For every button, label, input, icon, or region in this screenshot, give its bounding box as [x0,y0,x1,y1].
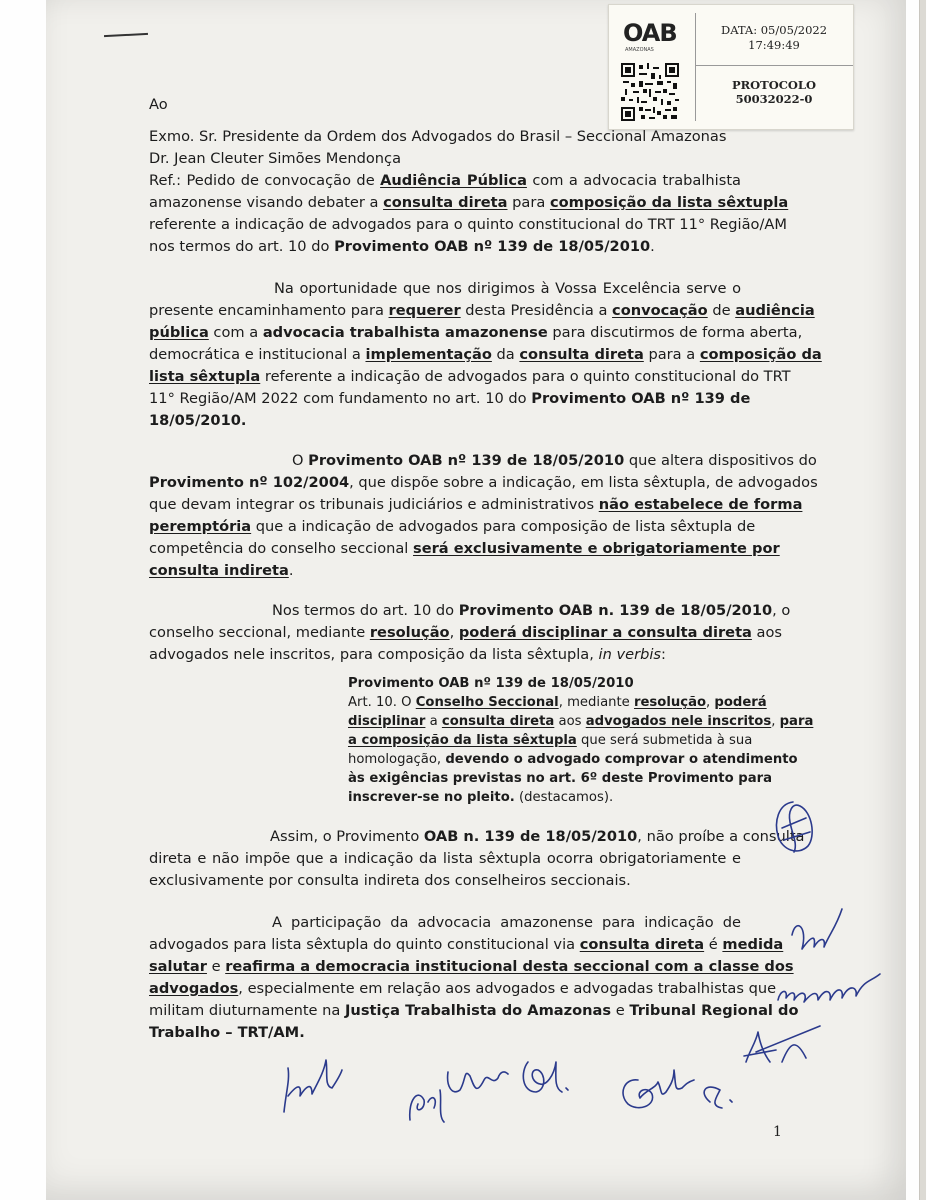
signature-icon-3 [616,1060,700,1118]
signature-initials-icon-1 [768,798,818,860]
stamp-divider-horizontal [695,65,853,66]
p5-line-5: militam diuturnamente na Justiça Trabalhista do Amazonas e Tribunal Regional do [149,1002,799,1019]
quote-line-1: Art. 10. O Conselho Seccional, mediante resolução, poderá [348,695,767,710]
p5-line-2: advogados para lista sêxtupla do quinto constitucional via consulta direta é medida [149,936,784,953]
oab-logo-subtitle: AMAZONAS [625,47,654,53]
signature-icon-1 [276,1052,346,1122]
background-left [0,0,46,1200]
p3-line-2: conselho seccional, mediante resolução, poderá disciplinar a consulta direta aos [149,624,783,641]
stamp-protocol-label: PROTOCOLO [731,78,817,92]
p2-line-6: consulta indireta. [149,562,294,579]
ref-line-4: nos termos do art. 10 do Provimento OAB nº 139 de 18/05/2010. [149,238,655,255]
signature-icon-2 [404,1050,512,1130]
p2-line-1: O Provimento OAB nº 139 de 18/05/2010 que altera dispositivos do [292,452,817,469]
document-page [46,0,906,1200]
p5-line-3: salutar e reafirma a democracia institucional desta seccional com a classe dos [149,958,794,975]
ref-line-3: referente a indicação de advogados para o quinto constitucional do TRT 11° Região/AM [149,216,787,233]
protocol-stamp [608,4,854,130]
p1-line-2: presente encaminhamento para requerer desta Presidência a convocação de audiência [149,302,815,319]
stamp-date-value: DATA: 05/05/2022 [720,23,828,37]
signature-initials-icon-4 [516,1052,576,1102]
p1-line-7: 18/05/2010. [149,412,247,429]
p4-line-1: Assim, o Provimento OAB n. 139 de 18/05/2010, não proíbe a consulta [270,828,805,845]
p1-line-1: Na oportunidade que nos dirigimos à Vossa Excelência serve o [274,280,741,297]
p4-line-2: direta e não impõe que a indicação da lista sêxtupla ocorra obrigatoriamente e [149,850,741,867]
p3-line-3: advogados nele inscritos, para composição da lista sêxtupla, in verbis: [149,646,666,663]
ref-line-2: amazonense visando debater a consulta direta para composição da lista sêxtupla [149,194,789,211]
p5-line-4: advogados, especialmente em relação aos advogados e advogadas trabalhistas que [149,980,777,997]
ref-line-1: Ref.: Pedido de convocação de Audiência Pública com a advocacia trabalhista [149,172,741,189]
p4-line-3: exclusivamente por consulta indireta dos conselheiros seccionais. [149,872,631,889]
stamp-date [695,23,853,53]
quote-line-3: a composição da lista sêxtupla que será submetida à sua [348,733,753,748]
oab-logo: OAB [623,19,677,47]
quote-title: Provimento OAB nº 139 de 18/05/2010 [348,676,634,691]
salutation: Ao [149,96,168,113]
recipient-name: Dr. Jean Cleuter Simões Mendonça [149,150,402,167]
p2-line-3: que devam integrar os tribunais judiciários e administrativos não estabelece de forma [149,496,803,513]
stamp-protocol [695,78,853,106]
page-edge [919,0,926,1200]
recipient-title: Exmo. Sr. Presidente da Ordem dos Advogados do Brasil – Seccional Amazonas [149,128,727,145]
signature-initials-icon-3 [686,1022,826,1122]
p2-line-5: competência do conselho seccional será exclusivamente e obrigatoriamente por [149,540,780,557]
p5-line-1: A participação da advocacia amazonense para indicação de [272,914,741,931]
p5-line-6: Trabalho – TRT/AM. [149,1024,305,1041]
signature-name-icon-1 [774,970,884,1010]
qr-code-icon [621,63,679,121]
page-number: 1 [773,1124,782,1140]
p3-line-1: Nos termos do art. 10 do Provimento OAB n. 139 de 18/05/2010, o [272,602,791,619]
quote-line-2: disciplinar a consulta direta aos advogados nele inscritos, para [348,714,814,729]
p1-line-5: lista sêxtupla referente a indicação de advogados para o quinto constitucional do TRT [149,368,791,385]
stamp-protocol-number: 50032022-0 [735,92,813,106]
p1-line-3: pública com a advocacia trabalhista amazonense para discutirmos de forma aberta, [149,324,803,341]
stamp-time-value: 17:49:49 [748,38,800,52]
quote-line-5: às exigências previstas no art. 6º deste Provimento para [348,771,772,786]
p1-line-6: 11° Região/AM 2022 com fundamento no art. 10 do Provimento OAB nº 139 de [149,390,751,407]
margin-pen-mark [104,33,148,37]
quote-line-6: inscrever-se no pleito. (destacamos). [348,790,614,805]
p1-line-4: democrática e institucional a implementação da consulta direta para a composição da [149,346,822,363]
p2-line-4: peremptória que a indicação de advogados para composição de lista sêxtupla de [149,518,756,535]
signature-initials-icon-2 [786,905,846,965]
quote-line-4: homologação, devendo o advogado comprovar o atendimento [348,752,798,767]
p2-line-2: Provimento nº 102/2004, que dispõe sobre a indicação, em lista sêxtupla, de advogados [149,474,818,491]
